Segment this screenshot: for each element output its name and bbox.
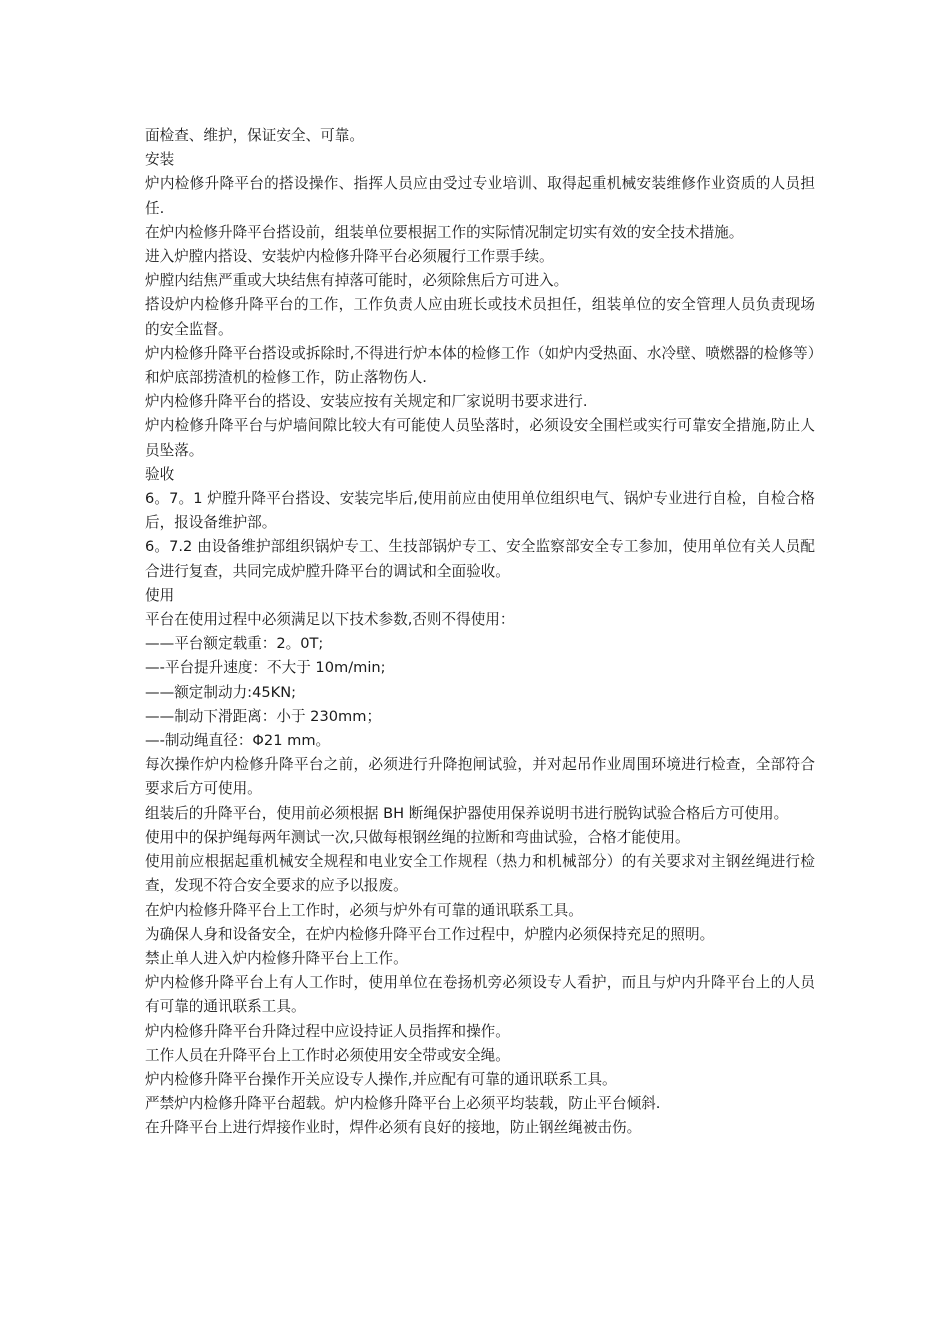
paragraph: 进入炉膛内搭设、安装炉内检修升降平台必须履行工作票手续。 <box>145 248 554 266</box>
paragraph: 使用前应根据起重机械安全规程和电业安全工作规程（热力和机械部分）的有关要求对主钢丝绳进行检查，发现不符合安全要求的应予以报废。 <box>145 853 815 895</box>
parameter-item: ——制动下滑距离：小于 230mm； <box>145 707 382 725</box>
parameter-item: ——额定制动力:45KN; <box>145 683 297 701</box>
paragraph: 在炉内检修升降平台上工作时，必须与炉外有可靠的通讯联系工具。 <box>145 901 583 919</box>
paragraph: 严禁炉内检修升降平台超载。炉内检修升降平台上必须平均装载，防止平台倾斜. <box>145 1095 661 1113</box>
paragraph: 炉内检修升降平台搭设或拆除时,不得进行炉本体的检修工作（如炉内受热面、水冷壁、喷燃器的检修等）和炉底部捞渣机的检修工作，防止落物伤人. <box>145 344 815 387</box>
parameter-item: —-制动绳直径：Φ21 mm。 <box>145 732 331 750</box>
paragraph: 使用中的保护绳每两年测试一次,只做每根钢丝绳的拉断和弯曲试验，合格才能使用。 <box>145 828 690 846</box>
paragraph: 炉内检修升降平台升降过程中应设持证人员指挥和操作。 <box>145 1022 510 1040</box>
paragraph: 炉内检修升降平台上有人工作时，使用单位在卷扬机旁必须设专人看护，而且与炉内升降平台上的人员有可靠的通讯联系工具。 <box>145 974 815 1016</box>
text-line: 面检查、维护，保证安全、可靠。 <box>145 127 364 144</box>
paragraph: 炉内检修升降平台的搭设、安装应按有关规定和厂家说明书要求进行. <box>145 393 588 411</box>
paragraph: 炉内检修升降平台操作开关应设专人操作,并应配有可靠的通讯联系工具。 <box>145 1070 617 1088</box>
paragraph: 6。7.2 由设备维护部组织锅炉专工、生技部锅炉专工、安全监察部安全专工参加，使用单位有关人员配合进行复查，共同完成炉膛升降平台的调试和全面验收。 <box>145 538 815 580</box>
paragraph: 组装后的升降平台，使用前必须根据 BH 断绳保护器使用保养说明书进行脱钩试验合格后方可使用。 <box>145 804 789 822</box>
paragraph: 炉内检修升降平台的搭设操作、指挥人员应由受过专业培训、取得起重机械安装维修作业资质的人员担任. <box>145 175 815 217</box>
paragraph: 每次操作炉内检修升降平台之前，必须进行升降抱闸试验，并对起吊作业周围环境进行检查，全部符合要求后方可使用。 <box>145 756 815 798</box>
parameter-item: ——平台额定载重：2。0T; <box>145 635 324 653</box>
paragraph: 禁止单人进入炉内检修升降平台上工作。 <box>145 949 408 967</box>
document-body <box>145 124 815 1141</box>
paragraph: 搭设炉内检修升降平台的工作，工作负责人应由班长或技术员担任，组装单位的安全管理人员负责现场的安全监督。 <box>145 296 815 338</box>
section-heading: 安装 <box>145 151 175 169</box>
section-heading: 验收 <box>145 465 175 483</box>
paragraph: 为确保人身和设备安全，在炉内检修升降平台工作过程中，炉膛内必须保持充足的照明。 <box>145 925 715 943</box>
paragraph: 炉膛内结焦严重或大块结焦有掉落可能时，必须除焦后方可进入。 <box>145 272 569 290</box>
parameter-item: —-平台提升速度：不大于 10m/min; <box>145 659 386 677</box>
paragraph: 工作人员在升降平台上工作时必须使用安全带或安全绳。 <box>145 1046 510 1064</box>
section-heading: 使用 <box>145 586 175 604</box>
paragraph: 炉内检修升降平台与炉墙间隙比较大有可能使人员坠落时，必须设安全围栏或实行可靠安全措施,防止人员坠落。 <box>145 417 815 459</box>
paragraph: 在升降平台上进行焊接作业时，焊件必须有良好的接地，防止钢丝绳被击伤。 <box>145 1119 642 1137</box>
paragraph: 在炉内检修升降平台搭设前，组装单位要根据工作的实际情况制定切实有效的安全技术措施。 <box>145 223 744 241</box>
paragraph: 6。7。1 炉膛升降平台搭设、安装完毕后,使用前应由使用单位组织电气、锅炉专业进行自检，自检合格后，报设备维护部。 <box>145 490 815 532</box>
paragraph: 平台在使用过程中必须满足以下技术参数,否则不得使用： <box>145 611 515 629</box>
